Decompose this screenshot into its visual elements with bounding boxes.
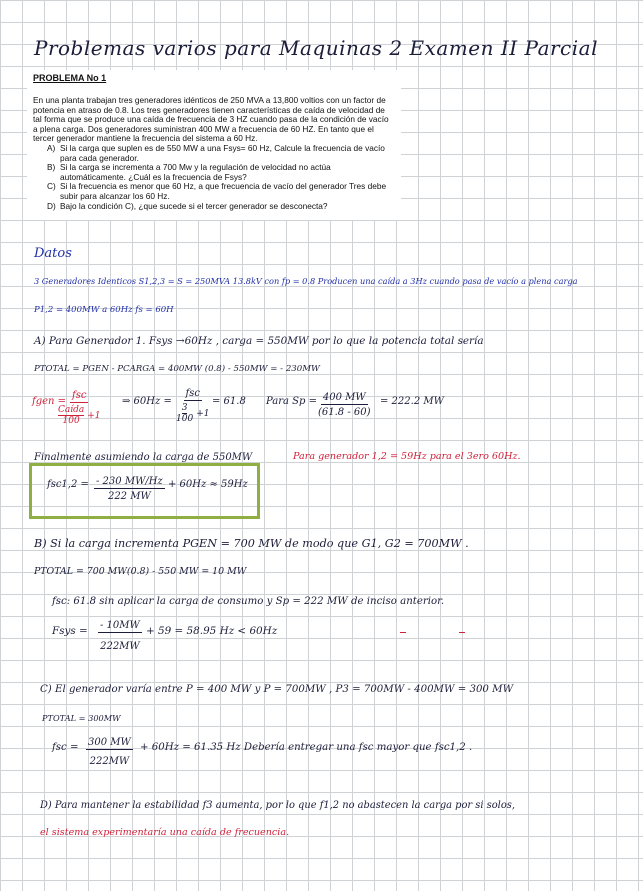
drop-plus-one: +1 xyxy=(196,408,210,419)
part-c-statement: C) El generador varía entre P = 400 MW y P = 700MW , P3 = 700MW - 400MW = 300 MW xyxy=(40,684,514,695)
red-dash-mark xyxy=(400,632,406,633)
substitution-arrow: ⇒ 60Hz = xyxy=(122,396,172,407)
part-a-total-power: PTOTAL = PGEN - PCARGA = 400MW (0.8) - 550MW = - 230MW xyxy=(34,364,320,374)
sp-fraction xyxy=(318,392,371,418)
drop-denominator: 100 xyxy=(176,414,194,424)
problem-intro: En una planta trabajan tres generadores idénticos de 250 MVA a 13,800 voltios con un factor de potencia en atraso de 0.8. Los tres generadores tienen características de caída de velocidad de tal forma que se produce una caída de frecuencia de 3 HZ cuando pasa de la condición de vacío a plena carga. Dos generadores suministran 400 MW a frecuencia de 60 HZ. En tanto que el tercer generador mantiene la frecuencia del sistema a 60 Hz. xyxy=(33,95,389,144)
fsys-denominator: 222MW xyxy=(100,641,140,652)
fgen-plus-one: +1 xyxy=(87,410,101,421)
fsys-label: Fsys = xyxy=(52,625,88,637)
part-d-statement: D) Para mantener la estabilidad f3 aumenta, por lo que f1,2 no abastecen la carga por si solos, xyxy=(40,800,515,811)
fsys-fraction xyxy=(98,620,142,652)
fsc-c-fraction xyxy=(86,737,133,767)
fsc12-label: fsc1,2 = xyxy=(47,479,89,490)
fsc-result: = 61.8 xyxy=(212,396,246,407)
substitution-fraction xyxy=(176,388,209,424)
part-b-statement: B) Si la carga incrementa PGEN = 700 MW de modo que G1, G2 = 700MW . xyxy=(34,537,469,550)
problem-item-letter: D) xyxy=(47,200,56,211)
fgen-label: fgen = xyxy=(32,396,67,407)
fsc-c-result: + 60Hz = 61.35 Hz Debería entregar una fsc mayor que fsc1,2 . xyxy=(140,742,473,753)
problem-item-text: Bajo la condición C), ¿que sucede si el tercer generador se desconecta? xyxy=(60,200,328,211)
finalmente-line: Finalmente asumiendo la carga de 550MW xyxy=(34,452,253,463)
fgen-inner-numerator: Caída xyxy=(58,405,85,415)
problem-item-letter: B) xyxy=(47,162,56,173)
drop-numerator: 3 xyxy=(181,403,188,413)
problem-statement xyxy=(27,70,401,220)
result-fraction xyxy=(94,476,165,502)
problem-heading: PROBLEMA No 1 xyxy=(33,73,107,83)
problem-body xyxy=(33,96,395,211)
highlighted-result-box xyxy=(29,463,260,519)
fgen-numerator: fsc xyxy=(72,390,87,401)
problem-item-letter: A) xyxy=(47,142,56,153)
part-c-total-power: PTOTAL = 300MW xyxy=(42,713,121,723)
part-b-fsc-note: fsc: 61.8 sin aplicar la carga de consumo y Sp = 222 MW de inciso anterior. xyxy=(52,596,445,607)
sp-label: Para Sp = xyxy=(266,396,317,407)
problem-item-text: Si la carga que suplen es de 550 MW a una Fsys= 60 Hz, Calcule la frecuencia de vacío para cada generador. xyxy=(60,142,385,163)
problem-item-text: Si la frecuencia es menor que 60 Hz, a que frecuencia de vacío del generador Tres debe subir para alcanzar los 60 Hz. xyxy=(60,181,387,201)
generators-data-line: 3 Generadores Identicos S1,2,3 = S = 250MVA 13.8kV con fp = 0.8 Producen una caída a 3Hz cuando pasa de vacío a plena carga xyxy=(34,276,578,286)
result-denominator: 222 MW xyxy=(107,491,151,502)
power-data-line: P1,2 = 400MW a 60Hz fs = 60H xyxy=(34,305,174,315)
problem-item-c xyxy=(33,182,395,201)
part-b-total-power: PTOTAL = 700 MW(0.8) - 550 MW = 10 MW xyxy=(34,566,247,577)
fsc-c-label: fsc = xyxy=(52,742,79,753)
problem-item-text: Si la carga se incrementa a 700 Mw y la regulación de velocidad no actúa automáticamente. ¿Cuál es la frecuencia de Fsys? xyxy=(60,162,331,182)
datos-heading: Datos xyxy=(34,246,72,261)
sp-numerator: 400 MW xyxy=(322,392,366,403)
problem-item-letter: C) xyxy=(47,181,56,192)
page-title: Problemas varios para Maquinas 2 Examen II Parcial xyxy=(34,36,598,60)
result-tail: + 60Hz ≈ 59Hz xyxy=(168,479,248,490)
part-d-red-conclusion: el sistema experimentaría una caída de frecuencia. xyxy=(40,827,290,838)
red-frequency-note: Para generador 1,2 = 59Hz para el 3ero 60Hz. xyxy=(293,451,521,462)
fsys-numerator: - 10MW xyxy=(100,620,140,631)
fsc-c-denominator: 222MW xyxy=(89,756,130,767)
sp-denominator: (61.8 - 60) xyxy=(318,407,371,418)
red-dash-mark xyxy=(459,632,465,633)
problem-item-a xyxy=(33,144,395,163)
problem-item-b xyxy=(33,163,395,182)
problem-items xyxy=(33,144,395,211)
part-a-statement: A) Para Generador 1. Fsys →60Hz , carga = 550MW por lo que la potencia total sería xyxy=(34,335,484,347)
fgen-fraction xyxy=(58,390,101,426)
result-numerator: - 230 MW/Hz xyxy=(96,476,163,487)
fsc-numerator: fsc xyxy=(185,388,200,399)
fgen-inner-denominator: 100 xyxy=(62,416,80,426)
fsys-result: + 59 = 58.95 Hz < 60Hz xyxy=(146,625,278,637)
sp-result: = 222.2 MW xyxy=(380,396,444,407)
fsc-c-numerator: 300 MW xyxy=(88,737,131,748)
problem-item-d xyxy=(33,202,395,212)
